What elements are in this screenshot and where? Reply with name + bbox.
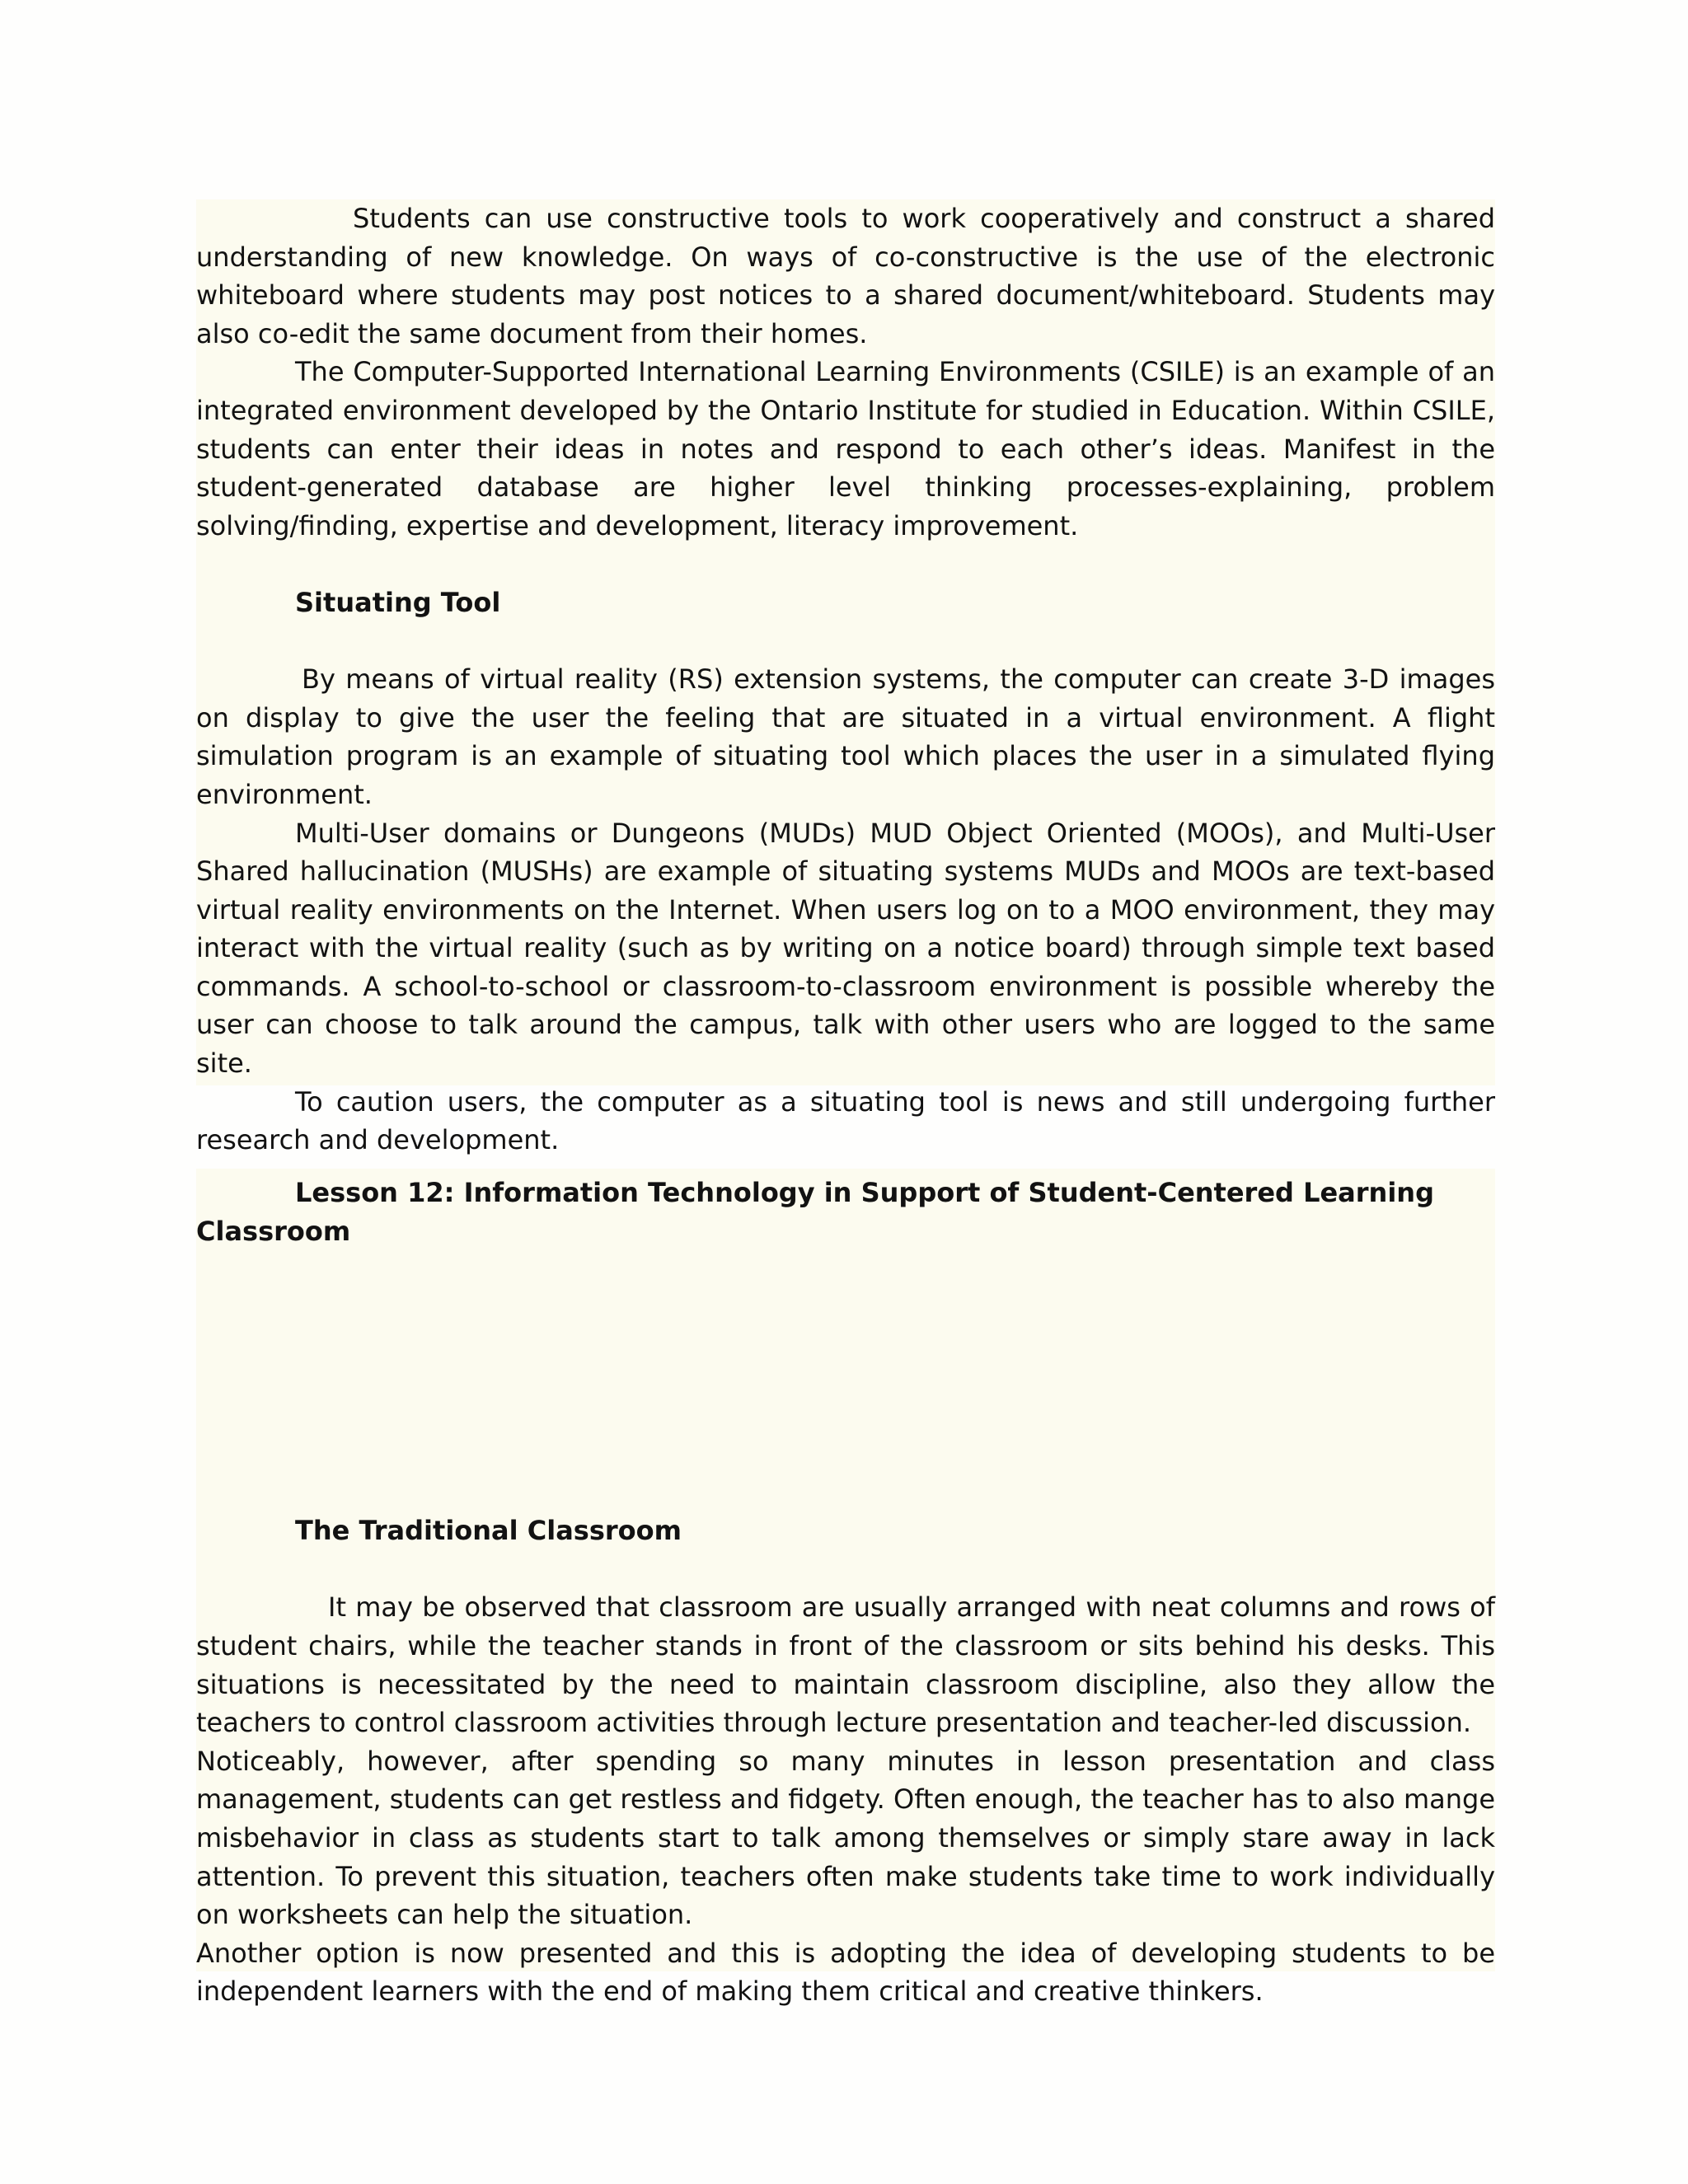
paragraph: The Computer-Supported International Learning Environments (CSILE) is an example of an integrated environment developed by the Ontario Institute for studied in Education. Within CSILE, students can enter their ideas in notes and respond to each other’s ideas. Manifest in the student-generated database are higher level thinking processes-explaining, problem solving/finding, expertise and development, literacy improvement. [196, 356, 1495, 541]
paragraph: Students can use constructive tools to work cooperatively and construct a shared understanding of new knowledge. On ways of co-constructive is the use of the electronic whiteboard where students may post notices to a shared document/whiteboard. Students may also co-edit the same document from their homes. [196, 203, 1495, 349]
paragraph: Another option is now presented and this is adopting the idea of developing students to be independent learners with the end of making them critical and creative thinkers. [196, 1937, 1495, 2008]
paragraph: It may be observed that classroom are usually arranged with neat columns and rows of student chairs, while the teacher stands in front of the classroom or sits behind his desks. This situations is necessitated by the need to maintain classroom discipline, also they allow the teachers to control classroom activities through lecture presentation and teacher-led discussion. [196, 1591, 1495, 1739]
section-heading-situating-tool: Situating Tool [295, 586, 501, 618]
spacer [196, 1550, 1495, 1589]
paragraph: Multi-User domains or Dungeons (MUDs) MUD Object Oriented (MOOs), and Multi-User Shared hallucination (MUSHs) are example of situating systems MUDs and MOOs are text-based virtual reality environments on the Internet. When users log on to a MOO environment, they may interact with the virtual reality (such as by writing on a notice board) through simple text based commands. A school-to-school or classroom-to-classroom environment is possible whereby the user can choose to talk around the campus, talk with other users who are logged to the same site. [196, 817, 1495, 1080]
paragraph: Noticeably, however, after spending so many minutes in lesson presentation and class management, students can get restless and fidgety. Often enough, the teacher has to also mange misbehavior in class as students start to talk among themselves or simply stare away in lack attention. To prevent this situation, teachers often make students take time to work individually on worksheets can help the situation. [196, 1745, 1495, 1931]
content-block-top [196, 199, 1495, 1156]
spacer [196, 622, 1495, 661]
spacer [196, 545, 1495, 583]
paragraph: To caution users, the computer as a situating tool is news and still undergoing further research and development. [196, 1085, 1495, 1156]
lesson-title: Lesson 12: Information Technology in Support of Student-Centered Learning Classroom [196, 1177, 1434, 1247]
paragraph: By means of virtual reality (RS) extension systems, the computer can create 3-D images on display to give the user the feeling that are situated in a virtual environment. A flight simulation program is an example of situating tool which places the user in a simulated flying environment. [196, 663, 1495, 810]
section-heading-traditional-classroom: The Traditional Classroom [295, 1515, 682, 1547]
spacer [196, 1250, 1495, 1511]
content-block-bottom [196, 1169, 1495, 2008]
